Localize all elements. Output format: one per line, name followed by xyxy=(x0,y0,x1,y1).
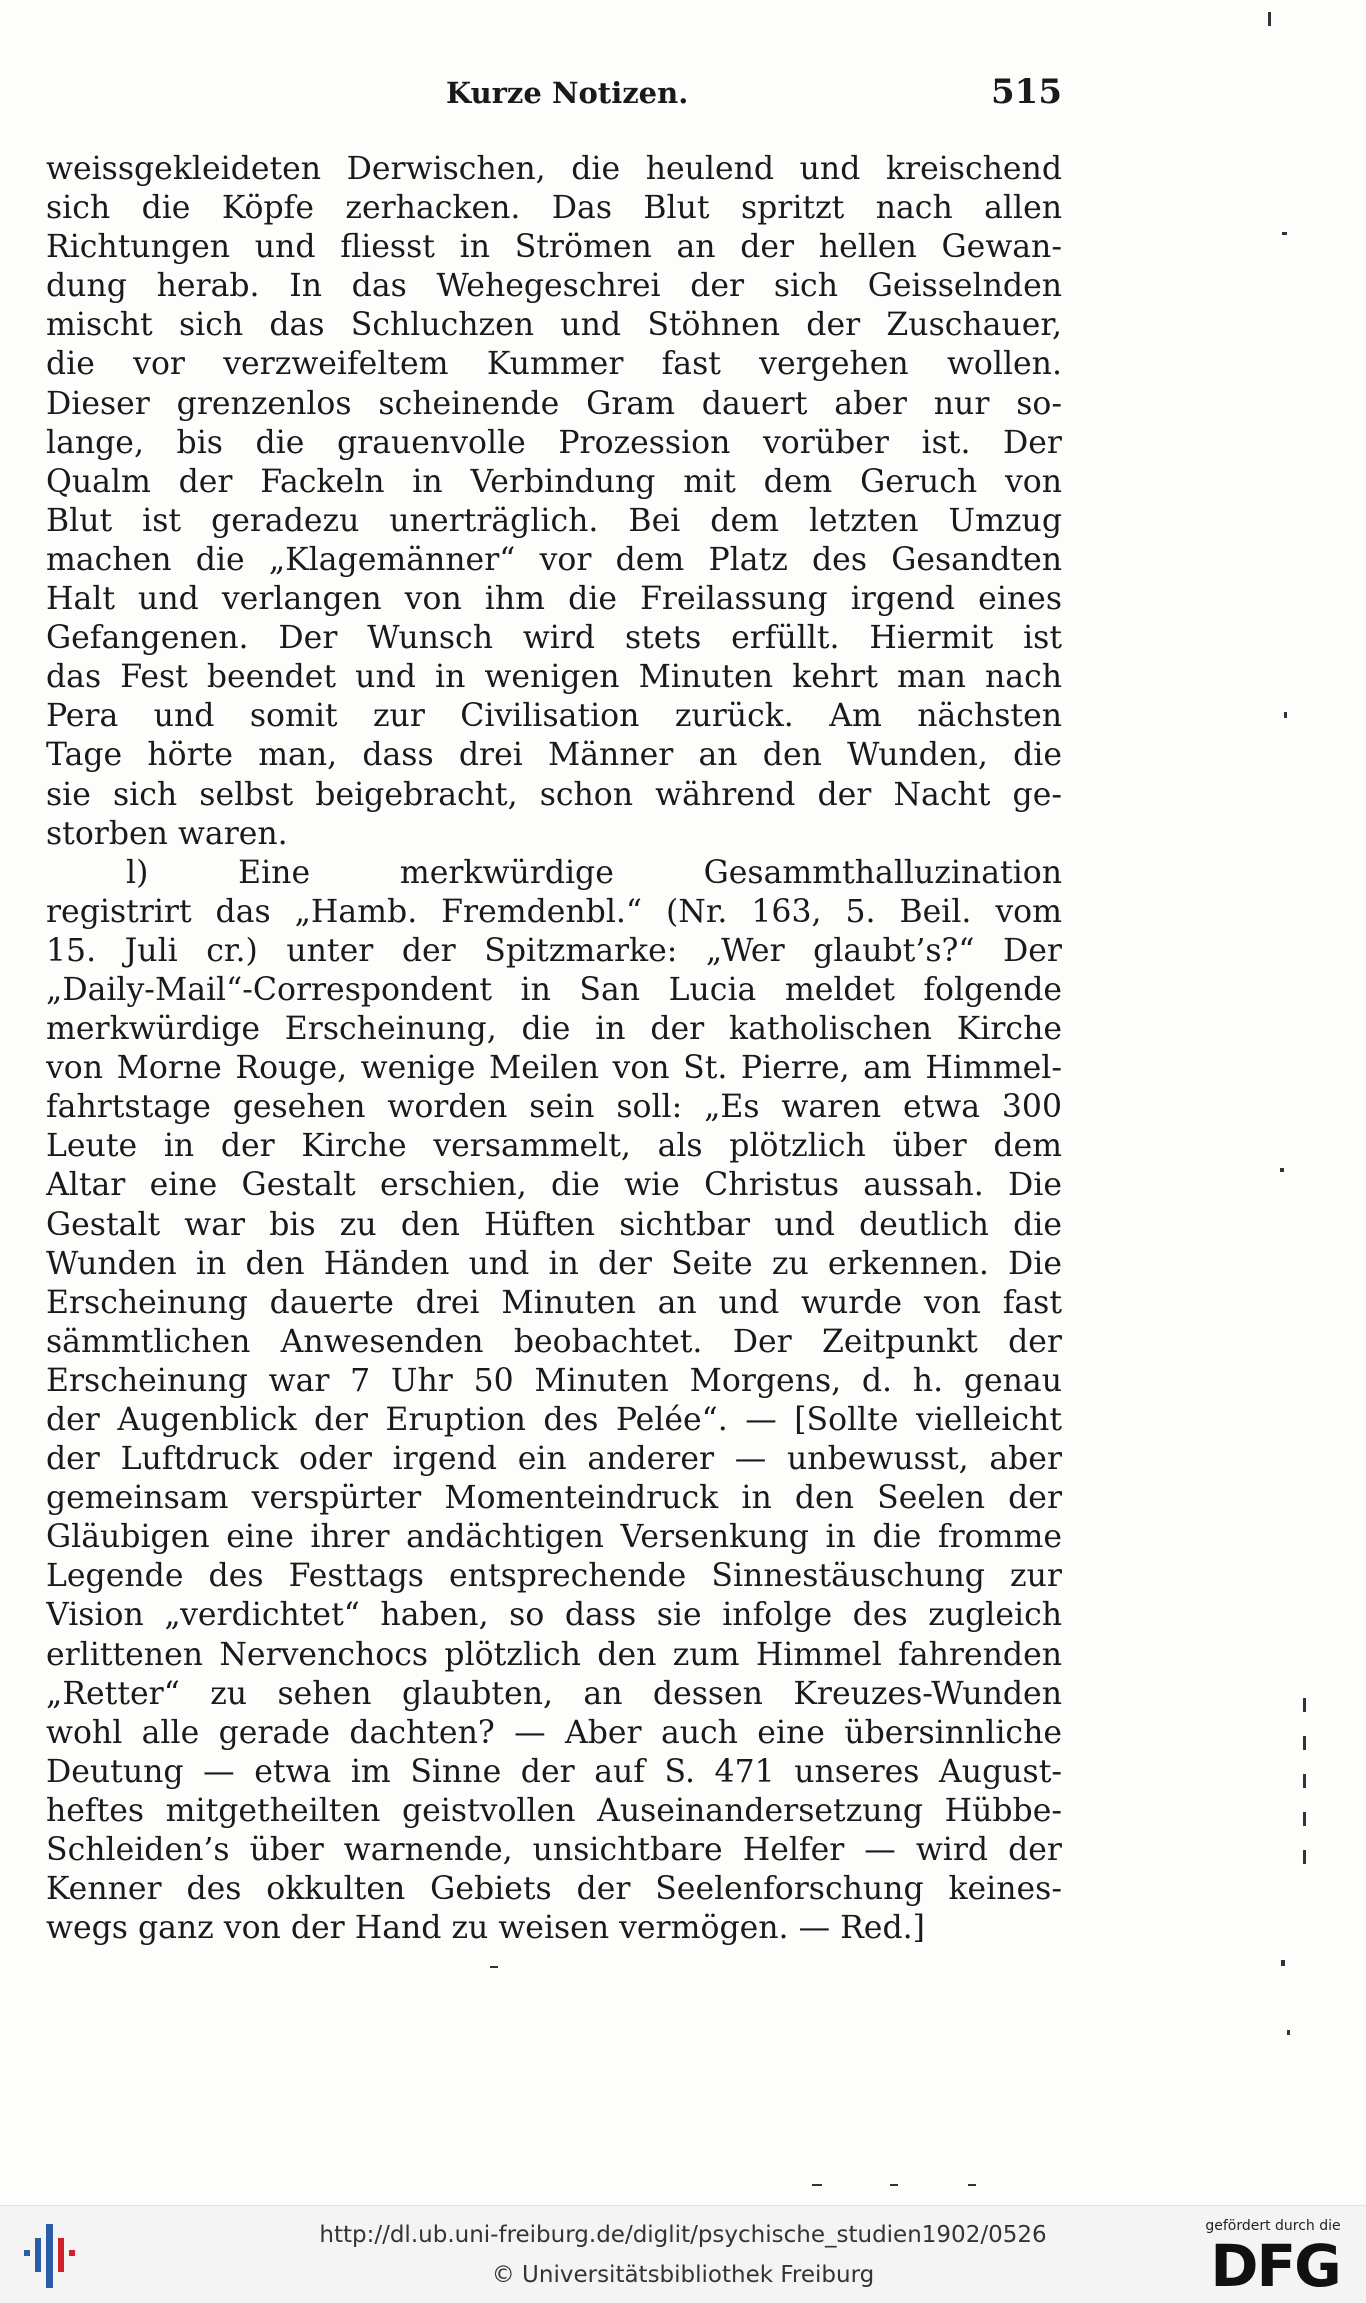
text-line: machen die „Klagemänner“ vor dem Platz des Gesandten xyxy=(46,541,1062,578)
text-line: Altar eine Gestalt erschien, die wie Christus aussah. Die xyxy=(46,1167,1062,1204)
text-line: die vor verzweifeltem Kummer fast vergehen wollen. xyxy=(46,346,1062,383)
text-line: sie sich selbst beigebracht, schon während der Nacht ge- xyxy=(46,776,1062,813)
source-url-link[interactable]: http://dl.ub.uni-freiburg.de/diglit/psychische_studien1902/0526 xyxy=(319,2222,1047,2248)
text-line: Kenner des okkulten Gebiets der Seelenforschung keines- xyxy=(46,1871,1062,1908)
text-line: Blut ist geradezu unerträglich. Bei dem letzten Umzug xyxy=(46,502,1062,539)
dfg-logo: DFG xyxy=(1210,2232,1340,2300)
text-line: mischt sich das Schluchzen und Stöhnen der Zuschauer, xyxy=(46,307,1062,344)
text-line: erlittenen Nervenchocs plötzlich den zum Himmel fahrenden xyxy=(46,1636,1062,1673)
text-line: gemeinsam verspürter Momenteindruck in den Seelen der xyxy=(46,1480,1062,1517)
text-line: der Luftdruck oder irgend ein anderer — unbewusst, aber xyxy=(46,1441,1062,1478)
text-line: Erscheinung war 7 Uhr 50 Minuten Morgens, d. h. genau xyxy=(46,1362,1062,1399)
text-line: Wunden in den Händen und in der Seite zu erkennen. Die xyxy=(46,1245,1062,1282)
text-line: Deutung — etwa im Sinne der auf S. 471 unseres August- xyxy=(46,1753,1062,1790)
text-line: Gläubigen eine ihrer andächtigen Versenkung in die fromme xyxy=(46,1519,1062,1556)
text-line: Erscheinung dauerte drei Minuten an und wurde von fast xyxy=(46,1284,1062,1321)
text-line: Qualm der Fackeln in Verbindung mit dem Geruch von xyxy=(46,463,1062,500)
text-line: l) Eine merkwürdige Gesammthalluzination xyxy=(126,854,1062,891)
text-line: Tage hörte man, dass drei Männer an den Wunden, die xyxy=(46,737,1062,774)
text-line: fahrtstage gesehen worden sein soll: „Es waren etwa 300 xyxy=(46,1089,1062,1126)
text-line: der Augenblick der Eruption des Pelée“. — [Sollte vielleicht xyxy=(46,1402,1062,1438)
text-line: merkwürdige Erscheinung, die in der katholischen Kirche xyxy=(46,1011,1062,1048)
text-line: Gestalt war bis zu den Hüften sichtbar und deutlich die xyxy=(46,1206,1062,1243)
text-line: sämmtlichen Anwesenden beobachtet. Der Zeitpunkt der xyxy=(46,1323,1062,1360)
text-line: „Daily-Mail“-Correspondent in San Lucia meldet folgende xyxy=(46,971,1062,1008)
text-line: Pera und somit zur Civilisation zurück. Am nächsten xyxy=(46,698,1062,735)
copyright-notice: © Universitätsbibliothek Freiburg xyxy=(491,2262,875,2288)
text-line: wegs ganz von der Hand zu weisen vermögen. — Red.] xyxy=(46,1910,925,1947)
body-text xyxy=(46,150,1062,1948)
text-line: weissgekleideten Derwischen, die heulend und kreischend xyxy=(46,151,1062,187)
footer-bar xyxy=(0,2205,1366,2303)
text-line: Dieser grenzenlos scheinende Gram dauert aber nur so- xyxy=(46,385,1062,422)
text-line: das Fest beendet und in wenigen Minuten kehrt man nach xyxy=(46,659,1062,696)
text-line: Vision „verdichtet“ haben, so dass sie infolge des zugleich xyxy=(46,1597,1062,1634)
header-title: Kurze Notizen. xyxy=(446,76,689,110)
running-header xyxy=(46,72,1062,122)
text-line: wohl alle gerade dachten? — Aber auch eine übersinnliche xyxy=(46,1714,1062,1751)
text-line: registrirt das „Hamb. Fremdenbl.“ (Nr. 163, 5. Beil. vom xyxy=(46,893,1062,930)
text-line: 15. Juli cr.) unter der Spitzmarke: „Wer glaubt’s?“ Der xyxy=(46,932,1062,969)
text-line: storben waren. xyxy=(46,815,288,852)
dfg-caption: gefördert durch die xyxy=(1205,2218,1341,2234)
text-line: Gefangenen. Der Wunsch wird stets erfüllt. Hiermit ist xyxy=(46,620,1062,657)
page-number: 515 xyxy=(991,72,1062,112)
text-line: Richtungen und fliesst in Strömen an der hellen Gewan- xyxy=(46,229,1062,266)
text-line: dung herab. In das Wehegeschrei der sich Geisselnden xyxy=(46,268,1062,305)
text-line: „Retter“ zu sehen glaubten, an dessen Kreuzes-Wunden xyxy=(46,1675,1062,1712)
text-line: sich die Köpfe zerhacken. Das Blut spritzt nach allen xyxy=(46,190,1062,227)
text-line: lange, bis die grauenvolle Prozession vorüber ist. Der xyxy=(46,424,1062,461)
text-line: Leute in der Kirche versammelt, als plötzlich über dem xyxy=(46,1128,1062,1165)
text-line: Legende des Festtags entsprechende Sinnestäuschung zur xyxy=(46,1558,1062,1595)
text-line: Schleiden’s über warnende, unsichtbare Helfer — wird der xyxy=(46,1832,1062,1869)
text-line: heftes mitgetheilten geistvollen Auseinandersetzung Hübbe- xyxy=(46,1792,1062,1829)
text-line: Halt und verlangen von ihm die Freilassung irgend eines xyxy=(46,581,1062,618)
text-line: von Morne Rouge, wenige Meilen von St. Pierre, am Himmel- xyxy=(46,1050,1062,1087)
